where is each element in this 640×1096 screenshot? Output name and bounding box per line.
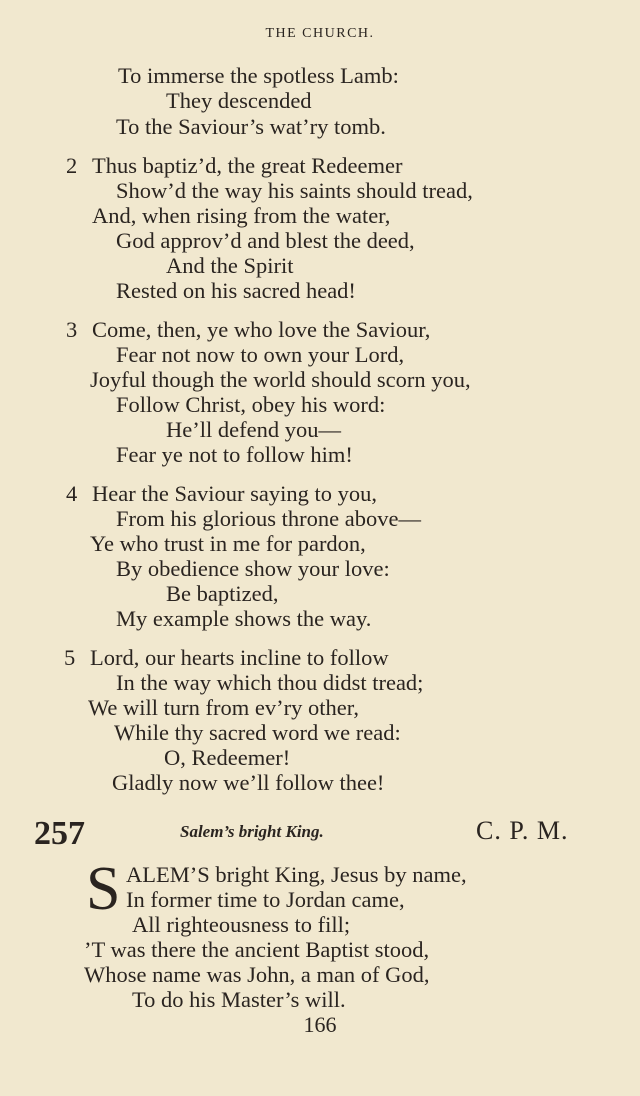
verse-line: While thy sacred word we read: bbox=[114, 720, 401, 745]
verse-line: We will turn from ev’ry other, bbox=[88, 695, 359, 720]
verse-line: They descended bbox=[166, 88, 312, 113]
hymn-number: 257 bbox=[34, 815, 85, 852]
verse-line: God approv’d and blest the deed, bbox=[116, 228, 415, 253]
verse-line: From his glorious throne above— bbox=[116, 506, 421, 531]
verse-line: Thus baptiz’d, the great Redeemer bbox=[92, 153, 403, 178]
verse-line: Rested on his sacred head! bbox=[116, 278, 356, 303]
verse-line: To the Saviour’s wat’ry tomb. bbox=[116, 114, 386, 139]
drop-cap: S bbox=[86, 855, 121, 923]
hymn-line: In former time to Jordan came, bbox=[126, 887, 405, 912]
running-header: THE CHURCH. bbox=[265, 26, 375, 41]
hymn-line: To do his Master’s will. bbox=[132, 987, 346, 1012]
verse-line: Ye who trust in me for pardon, bbox=[90, 531, 366, 556]
verse-line: Show’d the way his saints should tread, bbox=[116, 178, 473, 203]
verse-line: Follow Christ, obey his word: bbox=[116, 392, 386, 417]
verse-line: By obedience show your love: bbox=[116, 556, 390, 581]
verse-line: Fear not now to own your Lord, bbox=[116, 342, 405, 367]
verse-line: O, Redeemer! bbox=[164, 745, 291, 770]
hymn-line: All righteousness to fill; bbox=[132, 912, 351, 937]
verse-line: Hear the Saviour saying to you, bbox=[92, 481, 377, 506]
verse-line: Fear ye not to follow him! bbox=[116, 442, 353, 467]
verse-number: 5 bbox=[64, 645, 76, 670]
verse-line: To immerse the spotless Lamb: bbox=[118, 63, 399, 88]
verse-line: My example shows the way. bbox=[116, 606, 372, 631]
verse-line: In the way which thou didst tread; bbox=[116, 670, 424, 695]
verse-line: Be baptized, bbox=[166, 581, 279, 606]
verse-number: 3 bbox=[66, 317, 78, 342]
verse-number: 4 bbox=[66, 481, 78, 506]
verse-line: Come, then, ye who love the Saviour, bbox=[92, 317, 431, 342]
verse-line: Lord, our hearts incline to follow bbox=[90, 645, 389, 670]
verse-line: He’ll defend you— bbox=[166, 417, 341, 442]
verse-line: And the Spirit bbox=[166, 253, 294, 278]
verse-line: And, when rising from the water, bbox=[92, 203, 391, 228]
hymn-line: ’T was there the ancient Baptist stood, bbox=[84, 937, 430, 962]
verse-line: Gladly now we’ll follow thee! bbox=[112, 770, 385, 795]
hymn-meter: C. P. M. bbox=[476, 816, 569, 845]
verse-number: 2 bbox=[66, 153, 78, 178]
hymn-line: Whose name was John, a man of God, bbox=[84, 962, 430, 987]
hymn-line: ALEM’S bright King, Jesus by name, bbox=[126, 862, 467, 887]
page-number: 166 bbox=[303, 1012, 337, 1037]
hymn-title: Salem’s bright King. bbox=[180, 822, 324, 841]
verse-line: Joyful though the world should scorn you, bbox=[90, 367, 471, 392]
